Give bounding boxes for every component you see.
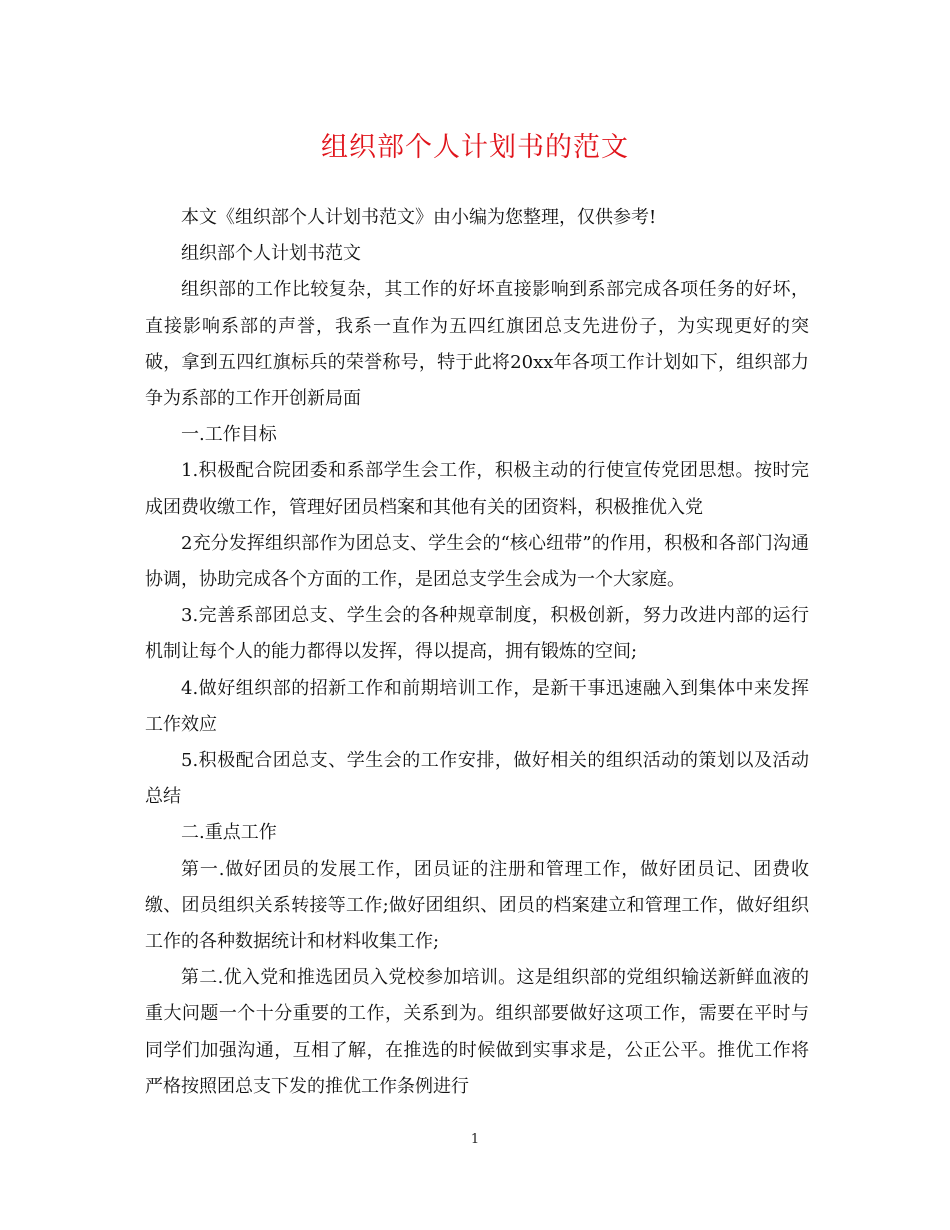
paragraph: 组织部的工作比较复杂，其工作的好坏直接影响到系部完成各项任务的好坏，直接影响系部的声誉，我系一直作为五四红旗团总支先进份子，为实现更好的突破，拿到五四红旗标兵的荣誉称号，特于此将20xx年各项工作计划如下，组织部力争为系部的工作开创新局面 <box>145 279 809 410</box>
paragraph: 4.做好组织部的招新工作和前期培训工作，是新干事迅速融入到集体中来发挥工作效应 <box>145 677 809 735</box>
paragraph: 第一.做好团员的发展工作，团员证的注册和管理工作，做好团员记、团费收缴、团员组织关系转接等工作;做好团组织、团员的档案建立和管理工作，做好组织工作的各种数据统计和材料收集工作; <box>145 858 809 953</box>
document-body <box>145 200 809 1105</box>
section-heading: 二.重点工作 <box>181 822 277 844</box>
paragraph: 第二.优入党和推选团员入党校参加培训。这是组织部的党组织输送新鲜血液的重大问题一个十分重要的工作，关系到为。组织部要做好这项工作，需要在平时与同学们加强沟通，互相了解，在推选的时候做到实事求是，公正公平。推优工作将严格按照团总支下发的推优工作条例进行 <box>145 967 809 1097</box>
paragraph: 3.完善系部团总支、学生会的各种规章制度，积极创新，努力改进内部的运行机制让每个人的能力都得以发挥，得以提高，拥有锻炼的空间; <box>145 605 809 663</box>
paragraph: 组织部个人计划书范文 <box>181 243 361 265</box>
paragraph: 1.积极配合院团委和系部学生会工作，积极主动的行使宣传党团思想。按时完成团费收缴工作，管理好团员档案和其他有关的团资料，积极推优入党 <box>145 460 809 518</box>
document-title: 组织部个人计划书的范文 <box>321 132 629 163</box>
paragraph: 2充分发挥组织部作为团总支、学生会的“核心纽带”的作用，积极和各部门沟通协调，协助完成各个方面的工作，是团总支学生会成为一个大家庭。 <box>145 532 809 591</box>
page-number: 1 <box>470 1132 480 1147</box>
paragraph: 本文《组织部个人计划书范文》由小编为您整理，仅供参考! <box>181 207 657 228</box>
paragraph: 5.积极配合团总支、学生会的工作安排，做好相关的组织活动的策划以及活动总结 <box>145 750 809 808</box>
section-heading: 一.工作目标 <box>181 424 277 446</box>
